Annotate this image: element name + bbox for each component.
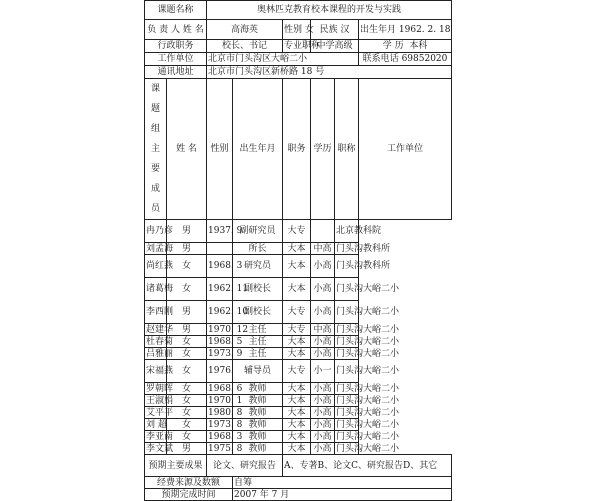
member-name: 王淑娟: [146, 395, 174, 406]
pro-title-label: 专业职称: [284, 41, 321, 51]
phone-label: 联系电话: [362, 54, 399, 64]
col-header-duty: 职务: [283, 79, 311, 220]
member-education: 大专: [283, 360, 311, 383]
address-value: 北京市门头沟区新桥路 18 号: [207, 66, 452, 79]
member-row: [145, 348, 452, 360]
member-row: [145, 301, 452, 324]
member-rank: 小高: [311, 419, 335, 431]
member-name: 刘孟海: [146, 243, 174, 254]
member-duty: 教师: [233, 431, 283, 443]
member-birth: 1970. 1: [208, 395, 243, 406]
member-birth: 1973. 9: [208, 348, 243, 359]
member-duty: 副校长: [233, 301, 283, 324]
member-education: 大专: [283, 324, 311, 336]
member-workplace: 门头沟大峪二小: [335, 278, 359, 301]
member-row: [145, 243, 452, 255]
col-header-gender: 性别: [207, 79, 233, 220]
member-education: 大本: [283, 431, 311, 443]
side-char: 组: [150, 124, 160, 134]
member-education: 大专: [283, 301, 311, 324]
member-row: [145, 220, 452, 243]
side-char: 员: [150, 204, 160, 214]
col-header-workplace: 工作单位: [359, 79, 452, 220]
member-education: 大本: [283, 419, 311, 431]
member-rank: 中高: [311, 243, 335, 255]
funding-label: 经费来源及数额: [145, 477, 233, 489]
side-char: 要: [150, 164, 160, 174]
member-rank: 小高: [311, 443, 335, 455]
member-rank: 小高: [311, 348, 335, 360]
member-duty: 主任: [233, 348, 283, 360]
member-gender: 女: [167, 336, 207, 348]
member-rank: 小高: [311, 407, 335, 419]
leader-name-value: 高海英: [207, 20, 283, 40]
member-education: 大本: [283, 278, 311, 301]
member-birth: 1937. 9: [207, 220, 233, 243]
member-workplace: 门头沟大峪二小: [335, 360, 359, 383]
member-row: [145, 383, 452, 395]
project-application-form: [144, 0, 452, 501]
member-duty: 教师: [233, 419, 283, 431]
col-header-rank: 职称: [335, 79, 359, 220]
member-gender: 男: [167, 443, 207, 455]
member-row: [145, 395, 452, 407]
leader-ethnicity-label: 民族: [319, 24, 338, 35]
address-label: 通讯地址: [145, 66, 207, 79]
leader-gender-label: 性别: [284, 24, 303, 35]
col-header-name: 姓 名: [167, 79, 207, 220]
member-gender: 女: [167, 431, 207, 443]
member-name: 李亚南: [146, 431, 174, 442]
member-education: 大本: [283, 336, 311, 348]
member-rank: 小高: [311, 431, 335, 443]
member-name: 赵建华: [146, 324, 174, 335]
leader-ethnicity-block: [311, 20, 359, 40]
member-gender: 男: [167, 324, 207, 336]
member-birth: 1968. 5: [208, 336, 243, 347]
member-gender: 女: [167, 348, 207, 360]
member-row: [145, 407, 452, 419]
member-rank: 小一: [311, 360, 335, 383]
member-rank: 小高: [311, 255, 335, 278]
member-rank: [311, 220, 335, 243]
member-education: 大本: [283, 443, 311, 455]
work-label: 工作单位: [145, 53, 207, 66]
member-duty: 副校长: [233, 278, 283, 301]
member-name: 尚红燕: [145, 255, 167, 278]
member-duty: 辅导员: [233, 360, 283, 383]
member-rank: 小高: [311, 383, 335, 395]
member-duty: 教师: [233, 383, 283, 395]
leader-ethnicity-value: 汉: [340, 24, 350, 35]
col-header-education: 学历: [311, 79, 335, 220]
member-birth: 1962. 10: [207, 301, 233, 324]
member-workplace: 门头沟教科所: [335, 255, 359, 278]
member-name: 宋福燕: [145, 360, 167, 383]
completion-label: 预期完成时间: [145, 489, 233, 501]
edu-block: [359, 40, 452, 53]
member-name: 杜春菊: [146, 336, 174, 347]
leader-gender-value: 女: [304, 24, 314, 35]
member-duty: 教师: [233, 443, 283, 455]
pro-title-value: 中学高级: [311, 40, 359, 53]
member-name: 李文斌: [146, 443, 174, 454]
member-education: 大本: [283, 395, 311, 407]
member-workplace: 门头沟大峪二小: [335, 301, 359, 324]
member-birth: 1980. 8: [208, 407, 243, 418]
member-education: 大本: [283, 243, 311, 255]
member-gender: 男: [167, 243, 207, 255]
member-birth: 1975. 8: [208, 443, 243, 454]
member-duty: 主任: [233, 324, 283, 336]
side-char: 课: [150, 84, 160, 94]
member-duty: 副研究员: [233, 220, 283, 243]
member-workplace: 门头沟大峪二小: [336, 395, 400, 406]
job-label: 行政职务: [145, 40, 207, 53]
member-workplace: 门头沟大峪二小: [336, 336, 400, 347]
member-name: 罗朝晖: [146, 383, 174, 394]
outcome-main: 论文、研究报告: [207, 455, 283, 477]
member-name: 李西刚: [145, 301, 167, 324]
member-workplace: 门头沟大峪二小: [336, 407, 400, 418]
col-header-birth: 出生年月: [233, 79, 283, 220]
member-gender: 女: [167, 278, 207, 301]
member-rank: 小高: [311, 278, 335, 301]
member-gender: 女: [167, 255, 207, 278]
member-row: [145, 360, 452, 383]
member-workplace: 门头沟大峪二小: [336, 324, 400, 335]
leader-gender-block: [283, 20, 314, 40]
phone-block: [359, 53, 452, 66]
member-workplace: 门头沟大峪二小: [336, 419, 400, 430]
member-name: 艾平平: [146, 407, 174, 418]
outcome-detail: A、专著B、论文C、研究报告D、其它: [283, 455, 452, 477]
member-birth: 1968. 6: [208, 383, 243, 394]
member-row: [145, 443, 452, 455]
member-duty: 主任: [233, 336, 283, 348]
member-duty: 教师: [233, 395, 283, 407]
member-row: [145, 431, 452, 443]
edu-label: 学 历: [382, 41, 404, 51]
member-workplace: 门头沟教科所: [336, 243, 391, 254]
edu-value: 本科: [409, 41, 428, 51]
member-education: 大专: [283, 220, 311, 243]
member-gender: 女: [167, 383, 207, 395]
leader-name-label: 负 责 人 姓 名: [145, 20, 207, 40]
member-gender: 女: [167, 419, 207, 431]
member-gender: 男: [167, 301, 207, 324]
leader-birth-label: 出生年月: [360, 24, 397, 35]
member-duty: 所长: [233, 243, 283, 255]
member-gender: 女: [167, 360, 207, 383]
member-duty: 研究员: [233, 255, 283, 278]
member-birth: 1968. 3: [208, 431, 243, 442]
member-row: [145, 255, 452, 278]
completion-value: 2007 年 7 月: [233, 489, 452, 501]
funding-value: 自筹: [233, 477, 452, 489]
side-char: 成: [150, 184, 160, 194]
member-birth: 1970. 12: [208, 324, 249, 335]
member-row: [145, 336, 452, 348]
member-rank: 中高: [311, 324, 335, 336]
member-birth: 1976.: [207, 360, 233, 383]
member-birth: [207, 243, 233, 255]
phone-value: 69852020: [401, 54, 448, 64]
member-name: 冉乃彦: [145, 220, 167, 243]
member-education: 大本: [283, 383, 311, 395]
member-education: 大本: [283, 255, 311, 278]
member-education: 大本: [283, 407, 311, 419]
member-gender: 女: [167, 407, 207, 419]
outcome-label: 预期主要成果: [145, 455, 207, 477]
member-duty: 教师: [233, 407, 283, 419]
member-name: 诸葛梅: [145, 278, 167, 301]
member-birth: 1968. 3: [207, 255, 233, 278]
side-char: 主: [150, 144, 160, 154]
work-value: 北京市门头沟区大峪二小: [207, 53, 359, 66]
leader-birth-value: 1962. 2. 18: [398, 24, 451, 35]
member-workplace: 门头沟大峪二小: [336, 383, 400, 394]
member-workplace: 北京教科院: [335, 220, 359, 243]
leader-birth-block: [359, 20, 452, 40]
member-row: [145, 419, 452, 431]
member-gender: 女: [167, 395, 207, 407]
member-rank: 小高: [311, 301, 335, 324]
member-row: [145, 278, 452, 301]
member-workplace: 门头沟大峪二小: [336, 443, 400, 454]
side-char: 题: [150, 104, 160, 114]
project-title-value: 奥林匹克教育校本课程的开发与实践: [207, 1, 452, 20]
member-name: 刘 超: [146, 419, 167, 430]
member-rank: 小高: [311, 336, 335, 348]
member-workplace: 门头沟大峪二小: [336, 348, 400, 359]
member-workplace: 门头沟大峪二小: [336, 431, 400, 442]
job-value: 校长、书记: [207, 40, 283, 53]
members-side-label: [145, 79, 167, 220]
member-birth: 1962. 11: [207, 278, 233, 301]
project-title-label: 课题名称: [145, 1, 207, 20]
member-birth: 1973. 8: [208, 419, 243, 430]
member-gender: 男: [167, 220, 207, 243]
member-education: 大本: [283, 348, 311, 360]
member-name: 吕雅丽: [146, 348, 174, 359]
member-row: [145, 324, 452, 336]
member-rank: 小高: [311, 395, 335, 407]
